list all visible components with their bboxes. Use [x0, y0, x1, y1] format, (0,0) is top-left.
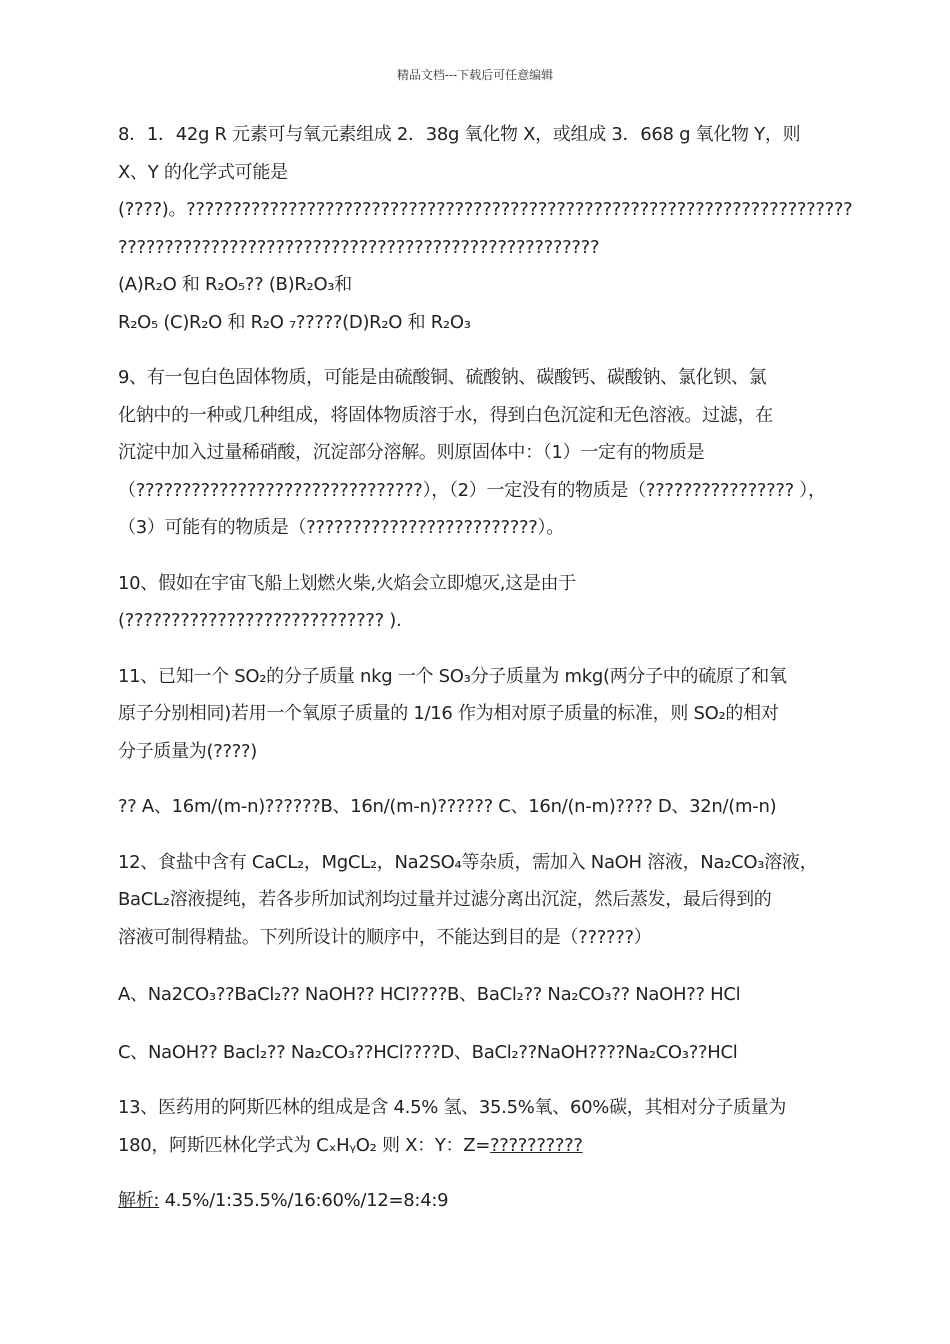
q13-answer-blank: ?????????? [490, 1134, 583, 1156]
q11-line3: 分子质量为(????) [118, 740, 257, 762]
q9-line4: （???????????????????????????????），（2）一定没有的物质是（???????????????? ）， [118, 479, 826, 501]
q12-options-cd: C、NaOH?? Bacl₂?? Na₂CO₃??HCl????D、BaCl₂??NaOH????Na₂CO₃??HCl [118, 1041, 738, 1063]
q11-line2: 原子分别相同)若用一个氧原子质量的 1/16 作为相对原子质量的标准，则 SO₂的相对 [118, 703, 779, 724]
solution-label: 解析: [118, 1190, 160, 1211]
q9-line3: 沉淀中加入过量稀硝酸，沉淀部分溶解。则原固体中：（1）一定有的物质是 [118, 442, 705, 463]
q8-options-a: (A)R₂O 和 R₂O₅?? (B)R₂O₃和 [118, 274, 352, 295]
q9-line5: （3）可能有的物质是（?????????????????????????）。 [118, 517, 564, 538]
q8-line1: 8．1．42g R 元素可与氧元素组成 2．38g 氧化物 X，或组成 3．668 g 氧化物 Y，则 [118, 124, 801, 145]
q8-line3: (????)。???????????????????????????????????????????????????????????????????????? [118, 199, 853, 220]
page-header: 精品文档---下载后可任意编辑 [396, 68, 554, 82]
q12-line3: 溶液可制得精盐。下列所设计的顺序中，不能达到目的是（??????） [118, 926, 652, 948]
q9-line2: 化钠中的一种或几种组成，将固体物质溶于水，得到白色沉淀和无色溶液。过滤，在 [118, 404, 773, 426]
q13-line2 [118, 1127, 838, 1165]
q10-line1: 10、假如在宇宙飞船上划燃火柴,火焰会立即熄灭,这是由于 [118, 572, 576, 594]
q13-solution [118, 1182, 838, 1220]
q10-line2: (???????????????????????????? ). [118, 610, 402, 631]
document-body [118, 116, 853, 1220]
solution-value: 4.5%/1:35.5%/16:60%/12=8:4:9 [159, 1190, 449, 1211]
q11-line1: 11、已知一个 SO₂的分子质量 nkg 一个 SO₃分子质量为 mkg(两分子中的硫原了和氧 [118, 665, 787, 687]
q9-line1: 9、有一包白色固体物质，可能是由硫酸铜、硫酸钠、碳酸钙、碳酸钠、氯化钡、氯 [118, 367, 767, 388]
q12-line2: BaCL₂溶液提纯，若各步所加试剂均过量并过滤分离出沉淀，然后蒸发，最后得到的 [118, 889, 772, 910]
q12-options-ab: A、Na2CO₃??BaCl₂?? NaOH?? HCl????B、BaCl₂?? Na₂CO₃?? NaOH?? HCl [118, 984, 741, 1005]
q8-options-b: R₂O₅ (C)R₂O 和 R₂O ₇?????(D)R₂O 和 R₂O₃ [118, 311, 471, 333]
q13-line1: 13、医药用的阿斯匹林的组成是含 4.5% 氢、35.5%氧、60%碳，其相对分子质量为 [118, 1097, 787, 1118]
q8-line2: X、Y 的化学式可能是 [118, 161, 288, 183]
q13-formula-text: 180，阿斯匹林化学式为 CₓHᵧO₂ 则 X：Y：Z= [118, 1134, 491, 1156]
q8-line4: ???????????????????????????????????????????????????? [118, 236, 600, 258]
q11-options: ?? A、16m/(m-n)??????B、16n/(m-n)?????? C、16n/(n-m)???? D、32n/(m-n) [118, 796, 777, 817]
q12-line1: 12、食盐中含有 CaCL₂，MgCL₂，Na2SO₄等杂质，需加入 NaOH 溶液，Na₂CO₃溶液， [118, 851, 818, 873]
